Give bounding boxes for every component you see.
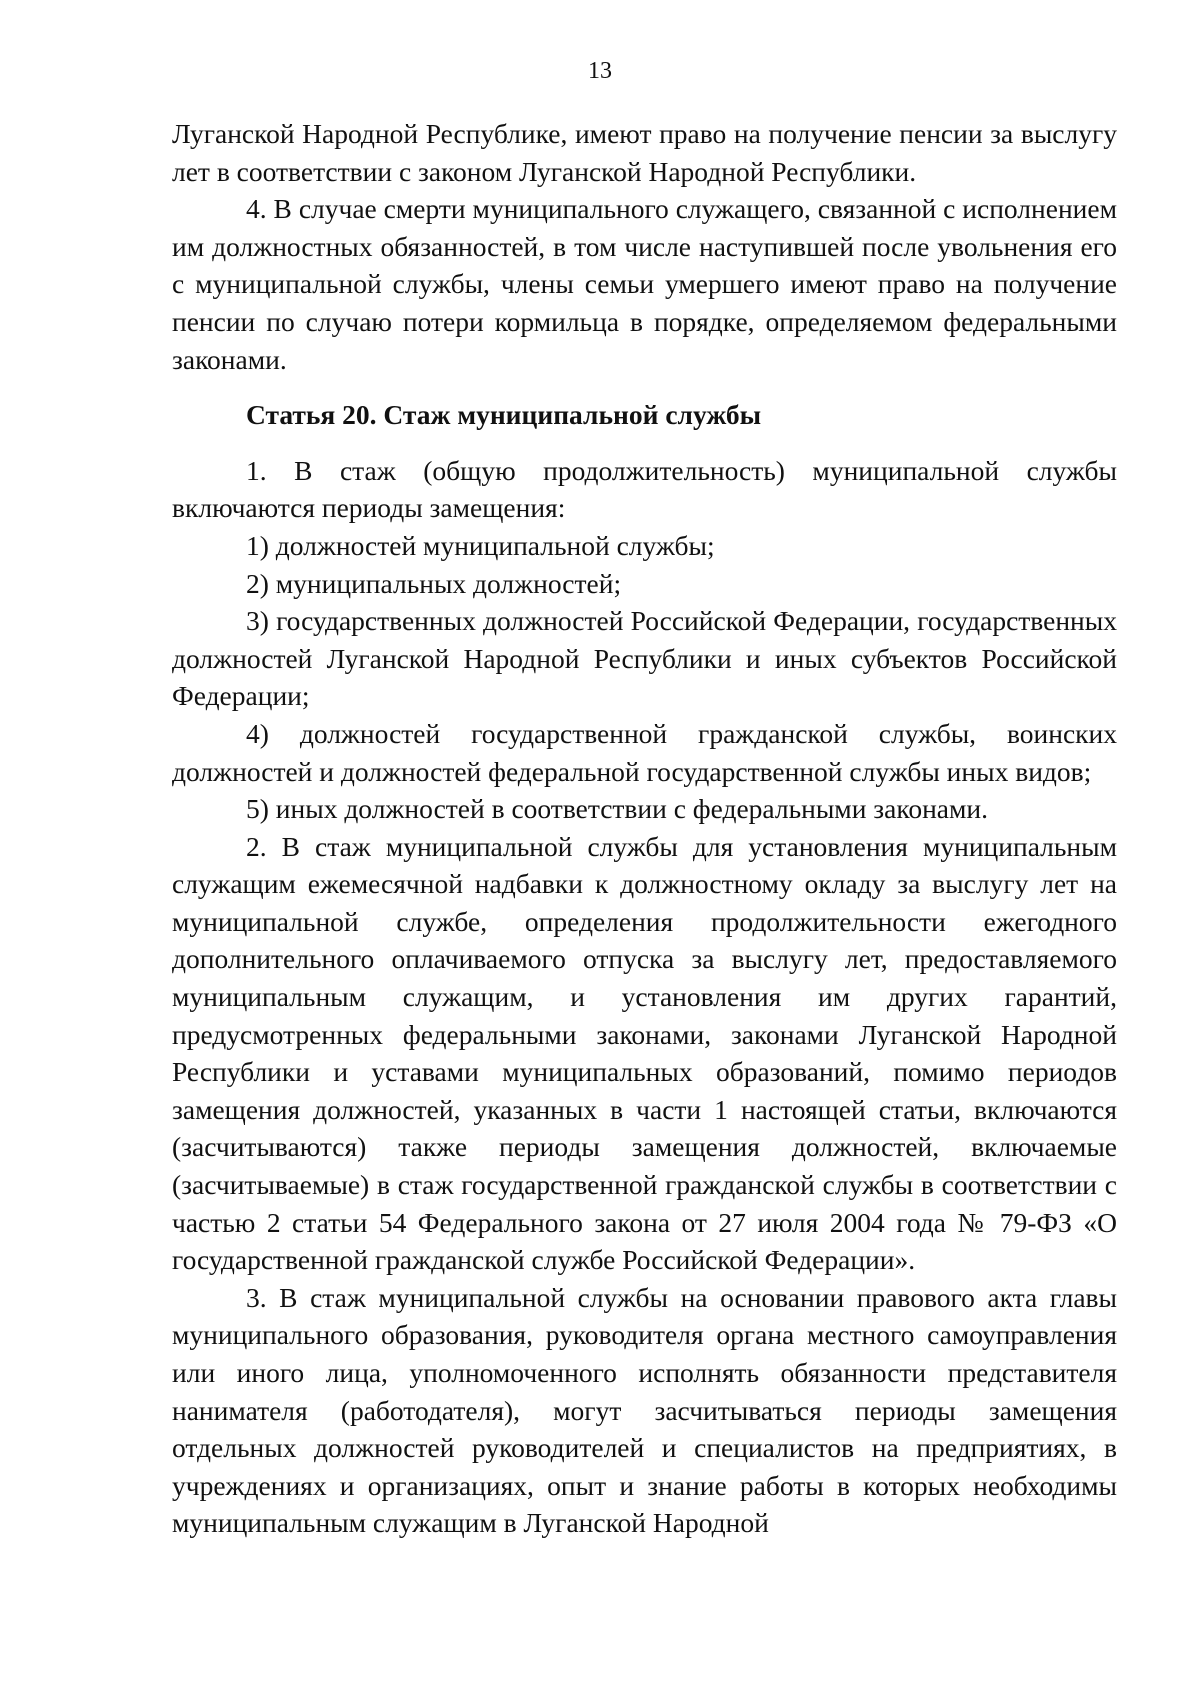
document-body (172, 115, 1117, 1542)
paragraph-continuation: Луганской Народной Республике, имеют право на получение пенсии за выслугу лет в соответствии с законом Луганской Народной Республики. (172, 118, 1117, 187)
article-20-part-2: 2. В стаж муниципальной службы для установления муниципальным служащим ежемесячной надбавки к должностному окладу за выслугу лет на муниципальной службе, определения продолжительности ежегодного дополнительного оплачиваемого отпуска за выслугу лет, предоставляемого муниципальным служащим, и установления им других гарантий, предусмотренных федеральными законами, законами Луганской Народной Республики и уставами муниципальных образований, помимо периодов замещения должностей, указанных в части 1 настоящей статьи, включаются (засчитываются) также периоды замещения должностей, включаемые (засчитываемые) в стаж государственной гражданской службы в соответствии с частью 2 статьи 54 Федерального закона от 27 июля 2004 года № 79-ФЗ «О государственной гражданской службе Российской Федерации». (172, 830, 1117, 1276)
list-item: 5) иных должностей в соответствии с федеральными законами. (246, 793, 989, 825)
list-item: 2) муниципальных должностей; (246, 567, 622, 599)
article-heading: Статья 20. Стаж муниципальной службы (246, 399, 762, 431)
article-20-part-1: 1. В стаж (общую продолжительность) муниципальной службы включаются периоды замещения: (172, 454, 1117, 524)
list-item: 4) должностей государственной гражданской службы, воинских должностей и должностей федеральной государственной службы иных видов; (172, 717, 1117, 787)
list-item: 1) должностей муниципальной службы; (246, 529, 715, 561)
paragraph-part-4: 4. В случае смерти муниципального служащего, связанной с исполнением им должностных обязанностей, в том числе наступившей после увольнения его с муниципальной службы, члены семьи умершего имеют право на получение пенсии по случаю потери кормильца в порядке, определяемом федеральными законами. (172, 193, 1117, 375)
article-20-part-3: 3. В стаж муниципальной службы на основании правового акта главы муниципального образования, руководителя органа местного самоуправления или иного лица, уполномоченного исполнять обязанности представителя нанимателя (работодателя), могут засчитываться периоды замещения отдельных должностей руководителей и специалистов на предприятиях, в учреждениях и организациях, опыт и знание работы в которых необходимы муниципальным служащим в Луганской Народной (172, 1281, 1117, 1539)
list-item: 3) государственных должностей Российской Федерации, государственных должностей Луганской Народной Республики и иных субъектов Российской Федерации; (172, 605, 1117, 712)
page-number: 13 (588, 58, 612, 84)
